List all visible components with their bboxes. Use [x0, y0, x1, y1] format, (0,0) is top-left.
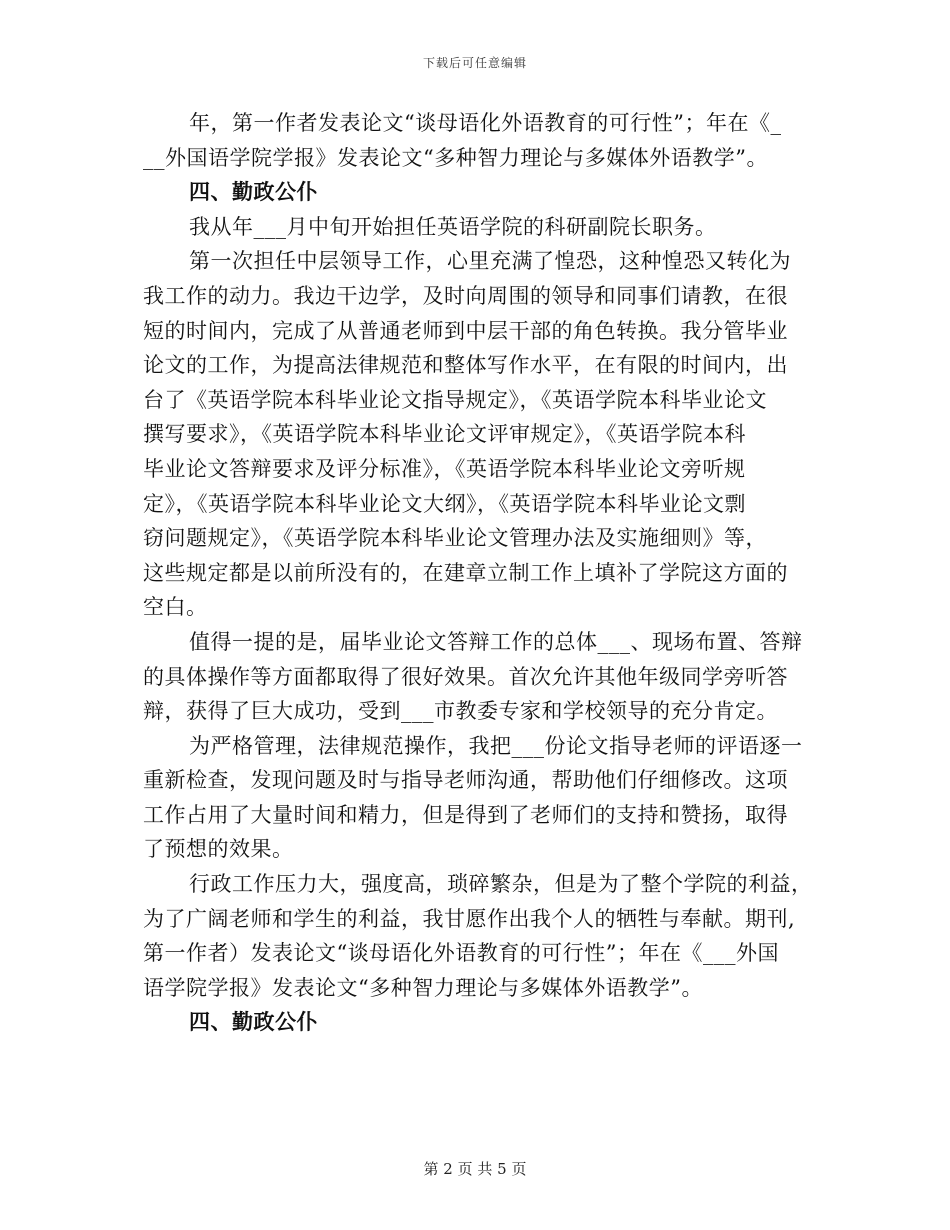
section-heading: 四、勤政公仆 — [189, 179, 318, 205]
text-line: 为了广阔老师和学生的利益，我甘愿作出我个人的牺牲与奉献。期刊, — [143, 906, 796, 931]
text-line: 台了《英语学院本科毕业论文指导规定》，《英语学院本科毕业论文 — [143, 387, 767, 412]
text-line: 空白。 — [143, 595, 208, 620]
text-line: 行政工作压力大，强度高，琐碎繁杂，但是为了整个学院的利益， — [189, 872, 813, 897]
text-line: 第一次担任中层领导工作，心里充满了惶恐，这种惶恐又转化为 — [189, 249, 791, 274]
text-line: 撰写要求》，《英语学院本科毕业论文评审规定》，《英语学院本科 — [143, 422, 746, 447]
text-line: 我从年___月中旬开始担任英语学院的科研副院长职务。 — [189, 214, 717, 239]
text-line: 年，第一作者发表论文“谈母语化外语教育的可行性”；年在《_ — [189, 111, 782, 135]
document-body — [143, 106, 813, 1040]
text-line: 了预想的效果。 — [143, 837, 294, 862]
text-line: 工作占用了大量时间和精力，但是得到了老师们的支持和赞扬，取得 — [143, 802, 788, 827]
text-line: 重新检查，发现问题及时与指导老师沟通，帮助他们仔细修改。这项 — [143, 768, 788, 793]
text-line: 语学院学报》发表论文“多种智力理论与多媒体外语教学”。 — [143, 975, 703, 1000]
text-line: 毕业论文答辩要求及评分标准》，《英语学院本科毕业论文旁听规 — [143, 456, 746, 481]
text-line: 论文的工作，为提高法律规范和整体写作水平，在有限的时间内，出 — [143, 353, 788, 378]
text-line: 值得一提的是，届毕业论文答辩工作的总体___、现场布置、答辩 — [189, 629, 803, 654]
page-number: 第 2 页 共 5 页 — [423, 1160, 527, 1178]
text-line: 为严格管理，法律规范操作，我把___份论文指导老师的评语逐一 — [189, 733, 803, 758]
page-header: 下载后可任意编辑 — [422, 56, 527, 70]
text-line: 我工作的动力。我边干边学，及时向周围的领导和同事们请教，在很 — [143, 283, 788, 308]
text-line: 窃问题规定》，《英语学院本科毕业论文管理办法及实施细则》等， — [143, 526, 767, 551]
text-line: 第一作者）发表论文“谈母语化外语教育的可行性”；年在《___外国 — [143, 941, 779, 966]
text-line: 的具体操作等方面都取得了很好效果。首次允许其他年级同学旁听答 — [143, 664, 788, 689]
text-line: 定》，《英语学院本科毕业论文大纲》，《英语学院本科毕业论文剽 — [143, 491, 746, 516]
text-line: 这些规定都是以前所没有的，在建章立制工作上填补了学院这方面的 — [143, 560, 788, 585]
text-line: 辩，获得了巨大成功，受到___市教委专家和学校领导的充分肯定。 — [143, 699, 778, 724]
text-line: __外国语学院学报》发表论文“多种智力理论与多媒体外语教学”。 — [143, 145, 768, 170]
text-line: 短的时间内，完成了从普通老师到中层干部的角色转换。我分管毕业 — [143, 318, 788, 343]
section-heading: 四、勤政公仆 — [189, 1009, 318, 1035]
